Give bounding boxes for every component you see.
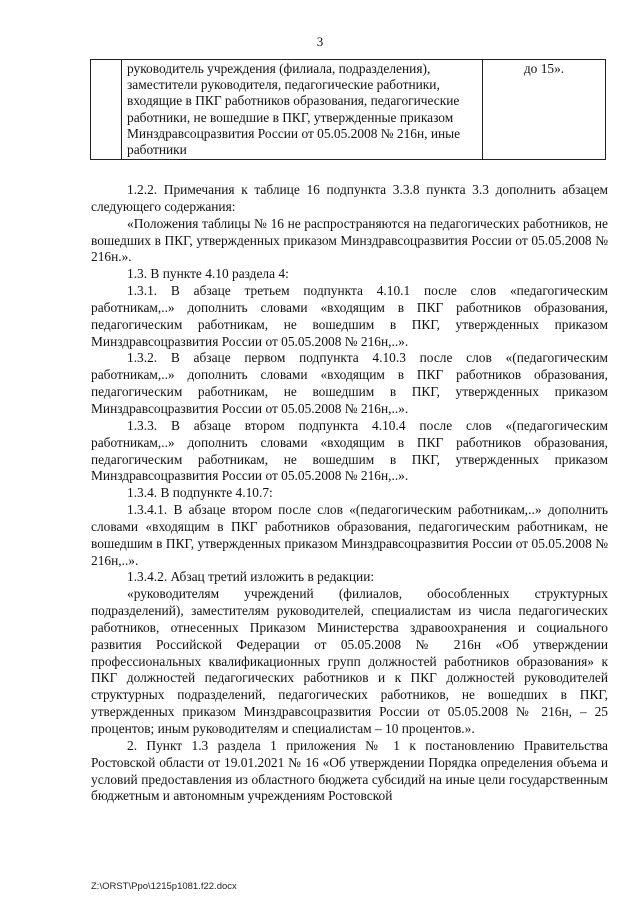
paragraph-1-3-4: 1.3.4. В подпункте 4.10.7:	[127, 485, 273, 501]
paragraph-1-3-1: 1.3.1. В абзаце третьем подпункта 4.10.1 после слов «педагогическим работникам,..» дополнить словами «входящим в ПКГ работников образования, педагогическим работникам, не вошедшим в ПКГ, утвержденных приказом Минздравсоцразвития России от 05.05.2008 № 216н,..».	[91, 283, 608, 349]
continued-table	[90, 59, 606, 160]
table-row	[91, 60, 606, 160]
paragraph-quote-redaction: «руководителям учреждений (филиалов, обособленных структурных подразделений), заместителям руководителей, специалистам из числа педагогических работников, отнесенных Приказом Министерства здравоохранения и социального развития Российской Федерации от 05.05.2008 № 216н «Об утверждении профессиональных квалификационных групп должностей работников образования» к ПКГ должностей педагогических работников и к ПКГ должностей руководителей структурных подразделений, педагогических работников, не вошедших в ПКГ, утвержденных приказом Минздравсоцразвития России от 05.05.2008 № 216н, – 25 процентов; иным руководителям и специалистам – 10 процентов.».	[91, 586, 608, 736]
table-cell-positions: руководитель учреждения (филиала, подразделения), заместители руководителя, педагогические работники, входящие в ПКГ работников образования, педагогические работники, не вошедшие в ПКГ, утвержденные приказом Минздравсоцразвития России от 05.05.2008 № 216н, иные работники	[122, 60, 483, 160]
paragraph-1-3-4-2: 1.3.4.2. Абзац третий изложить в редакции:	[127, 569, 375, 585]
table-cell-value: до 15».	[483, 60, 606, 160]
paragraph-1-3-4-1: 1.3.4.1. В абзаце втором после слов «(педагогическим работникам,..» дополнить словами «входящим в ПКГ работников образования, педагогическим работникам, не вошедшим в ПКГ, утвержденных приказом Минздравсоцразвития России от 05.05.2008 № 216н,..».	[91, 502, 608, 568]
paragraph-1-3: 1.3. В пункте 4.10 раздела 4:	[127, 266, 289, 282]
paragraph-1-3-2: 1.3.2. В абзаце первом подпункта 4.10.3 после слов «(педагогическим работникам,..» дополнить словами «входящим в ПКГ работников образования, педагогическим работникам, не вошедшим в ПКГ, утвержденных приказом Минздравсоцразвития России от 05.05.2008 № 216н,..».	[91, 350, 608, 416]
paragraph-quote-table16: «Положения таблицы № 16 не распространяются на педагогических работников, не вошедших в ПКГ, утвержденных приказом Минздравсоцразвития России от 05.05.2008 № 216н.».	[91, 215, 608, 265]
paragraph-2: 2. Пункт 1.3 раздела 1 приложения № 1 к постановлению Правительства Ростовской области от 19.01.2021 № 16 «Об утверждении Порядка определения объема и условий предоставления из областного бюджета субсидий на иные цели государственным бюджетным и автономным учреждениям Ростовской	[91, 737, 608, 804]
table-cell-empty	[91, 60, 122, 160]
paragraph-1-3-3: 1.3.3. В абзаце втором подпункта 4.10.4 после слов «(педагогическим работникам,..» дополнить словами «входящим в ПКГ работников образования, педагогическим работникам, не вошедшим в ПКГ, утвержденных приказом Минздравсоцразвития России от 05.05.2008 № 216н,..».	[91, 417, 608, 484]
page-number: 3	[316, 34, 324, 49]
footer-file-path: Z:\ORST\Ppo\1215p1081.f22.docx	[91, 881, 237, 892]
paragraph-1-2-2: 1.2.2. Примечания к таблице 16 подпункта 3.3.8 пункта 3.3 дополнить абзацем следующего содержания:	[91, 182, 608, 214]
document-body	[91, 182, 608, 805]
